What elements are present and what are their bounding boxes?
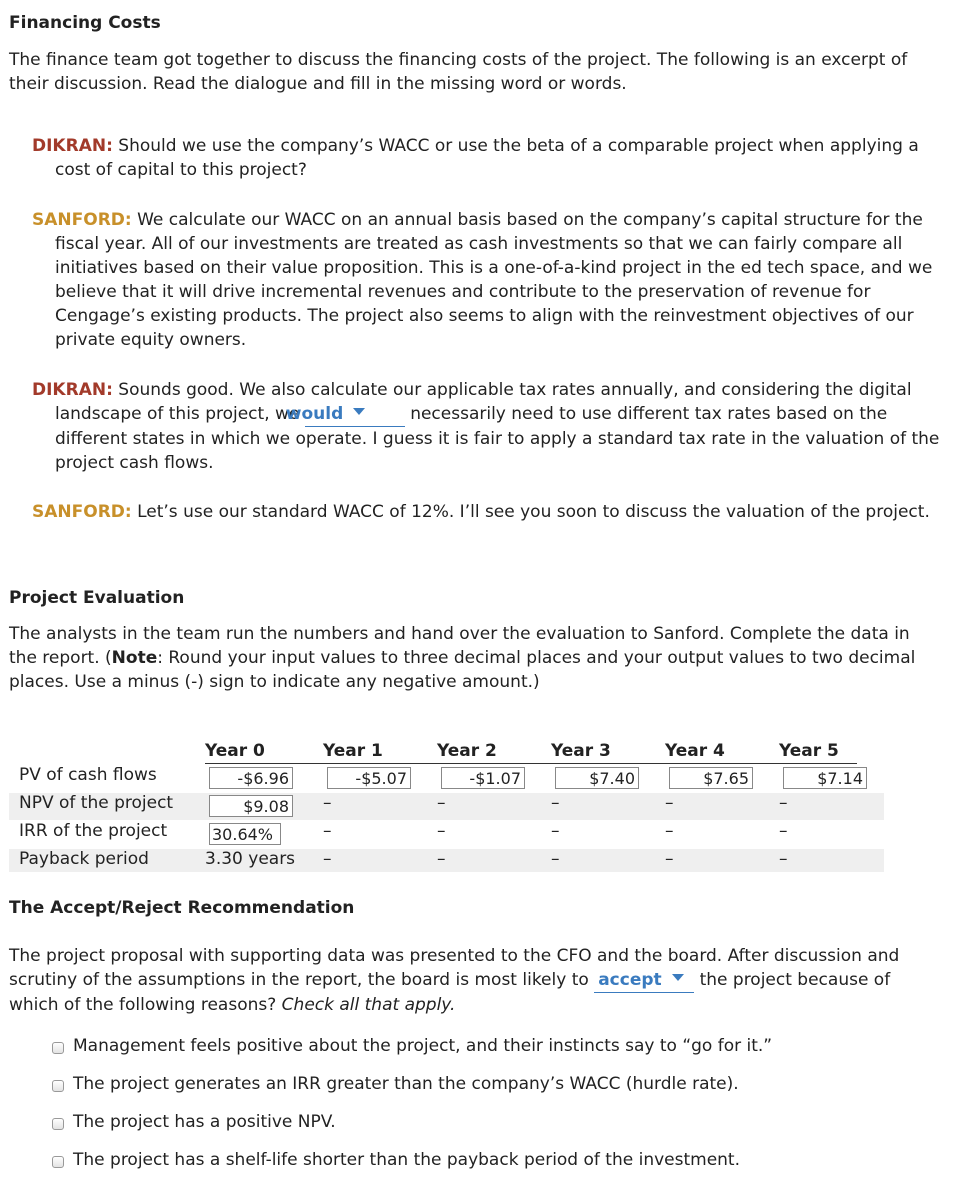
recommendation-dropdown[interactable] bbox=[594, 968, 694, 993]
intro-text: : Round your input values to three decimal places and your output values to two decimal places. Use a minus (-) sign to indicate any negative amount.) bbox=[9, 648, 916, 692]
tax-rate-dropdown[interactable] bbox=[285, 402, 405, 427]
option-checkbox[interactable] bbox=[52, 1042, 64, 1054]
empty-cell: – bbox=[665, 849, 674, 869]
option-label: The project generates an IRR greater than the company’s WACC (hurdle rate). bbox=[73, 1074, 739, 1094]
empty-cell: – bbox=[551, 849, 560, 869]
dialogue-text: necessarily need to use different tax rates based on the different states in which we operate. I guess it is fair to apply a standard tax rate in the valuation of the project cash flows. bbox=[55, 404, 940, 473]
chevron-down-icon bbox=[353, 408, 365, 415]
pv-year-5-input[interactable]: $7.14 bbox=[783, 767, 867, 789]
dialogue-4 bbox=[32, 500, 935, 524]
financing-intro: The finance team got together to discuss the financing costs of the project. The following is an excerpt of their discussion. Read the dialogue and fill in the missing word or words. bbox=[9, 50, 908, 94]
dialogue-text: Let’s use our standard WACC of 12%. I’ll see you soon to discuss the valuation of the project. bbox=[137, 502, 930, 522]
speaker-sanford: SANFORD: bbox=[32, 502, 132, 522]
chevron-down-icon bbox=[672, 974, 684, 981]
header-rule bbox=[205, 763, 857, 764]
empty-cell: – bbox=[437, 849, 446, 869]
recommendation-title: The Accept/Reject Recommendation bbox=[9, 898, 355, 918]
option-label: The project has a positive NPV. bbox=[73, 1112, 336, 1132]
speaker-sanford: SANFORD: bbox=[32, 210, 132, 230]
col-year-1: Year 1 bbox=[323, 741, 383, 761]
option-checkbox[interactable] bbox=[52, 1156, 64, 1168]
row-label-payback: Payback period bbox=[19, 849, 149, 869]
empty-cell: – bbox=[323, 793, 332, 813]
empty-cell: – bbox=[551, 821, 560, 841]
empty-cell: – bbox=[665, 821, 674, 841]
empty-cell: – bbox=[551, 793, 560, 813]
financing-title: Financing Costs bbox=[9, 13, 161, 33]
evaluation-title: Project Evaluation bbox=[9, 588, 185, 608]
check-all-instruction: Check all that apply. bbox=[281, 995, 456, 1015]
col-year-4: Year 4 bbox=[665, 741, 725, 761]
option-checkbox[interactable] bbox=[52, 1080, 64, 1092]
col-year-0: Year 0 bbox=[205, 741, 265, 761]
dropdown-value: accept bbox=[598, 970, 662, 990]
empty-cell: – bbox=[437, 821, 446, 841]
option-label: Management feels positive about the project, and their instincts say to “go for it.” bbox=[73, 1036, 773, 1056]
col-year-2: Year 2 bbox=[437, 741, 497, 761]
payback-value: 3.30 years bbox=[205, 849, 296, 869]
col-year-3: Year 3 bbox=[551, 741, 611, 761]
irr-input[interactable]: 30.64% bbox=[209, 823, 281, 845]
intro-text: The analysts in the team run the numbers and hand over the evaluation to Sanford. Complete the data in the report. ( bbox=[9, 624, 910, 668]
row-label-irr: IRR of the project bbox=[19, 821, 168, 841]
recommendation-text-after: the project because of which of the following reasons? bbox=[9, 970, 891, 1015]
option-label: The project has a shelf-life shorter than the payback period of the investment. bbox=[73, 1150, 741, 1170]
pv-year-3-input[interactable]: $7.40 bbox=[555, 767, 639, 789]
pv-year-1-input[interactable]: -$5.07 bbox=[327, 767, 411, 789]
dialogue-text: Should we use the company’s WACC or use the beta of a comparable project when applying a cost of capital to this project? bbox=[55, 136, 919, 180]
speaker-dikran: DIKRAN: bbox=[32, 136, 113, 156]
pv-year-0-input[interactable]: -$6.96 bbox=[209, 767, 293, 789]
speaker-dikran: DIKRAN: bbox=[32, 380, 113, 400]
empty-cell: – bbox=[437, 793, 446, 813]
recommendation-text bbox=[9, 944, 929, 1017]
dropdown-value: would bbox=[285, 404, 344, 424]
empty-cell: – bbox=[779, 849, 788, 869]
npv-input[interactable]: $9.08 bbox=[209, 795, 293, 817]
recommendation-text-before: The project proposal with supporting data was presented to the CFO and the board. After discussion and scrutiny of the assumptions in the report, the board is most likely to bbox=[9, 946, 900, 990]
option-checkbox[interactable] bbox=[52, 1118, 64, 1130]
dialogue-text: We calculate our WACC on an annual basis based on the company’s capital structure for the fiscal year. All of our investments are treated as cash investments so that we can fairly compare all initiatives based on their value proposition. This is a one-of-a-kind project in the ed tech space, and we believe that it will drive incremental revenues and contribute to the preservation of revenue for Cengage’s existing products. The project also seems to align with the reinvestment objectives of our private equity owners. bbox=[55, 210, 933, 350]
pv-year-4-input[interactable]: $7.65 bbox=[669, 767, 753, 789]
empty-cell: – bbox=[665, 793, 674, 813]
note-label: Note bbox=[111, 648, 158, 668]
evaluation-intro bbox=[9, 622, 919, 694]
row-label-npv: NPV of the project bbox=[19, 793, 174, 813]
row-label-pv: PV of cash flows bbox=[19, 765, 157, 785]
col-year-5: Year 5 bbox=[779, 741, 839, 761]
empty-cell: – bbox=[779, 793, 788, 813]
empty-cell: – bbox=[779, 821, 788, 841]
dialogue-text: Sounds good. We also calculate our applicable tax rates annually, and considering the digital landscape of this project, we bbox=[55, 380, 912, 424]
empty-cell: – bbox=[323, 849, 332, 869]
pv-year-2-input[interactable]: -$1.07 bbox=[441, 767, 525, 789]
dialogue-3 bbox=[32, 378, 940, 475]
dialogue-2 bbox=[32, 208, 940, 352]
empty-cell: – bbox=[323, 821, 332, 841]
dialogue-1 bbox=[32, 134, 935, 182]
